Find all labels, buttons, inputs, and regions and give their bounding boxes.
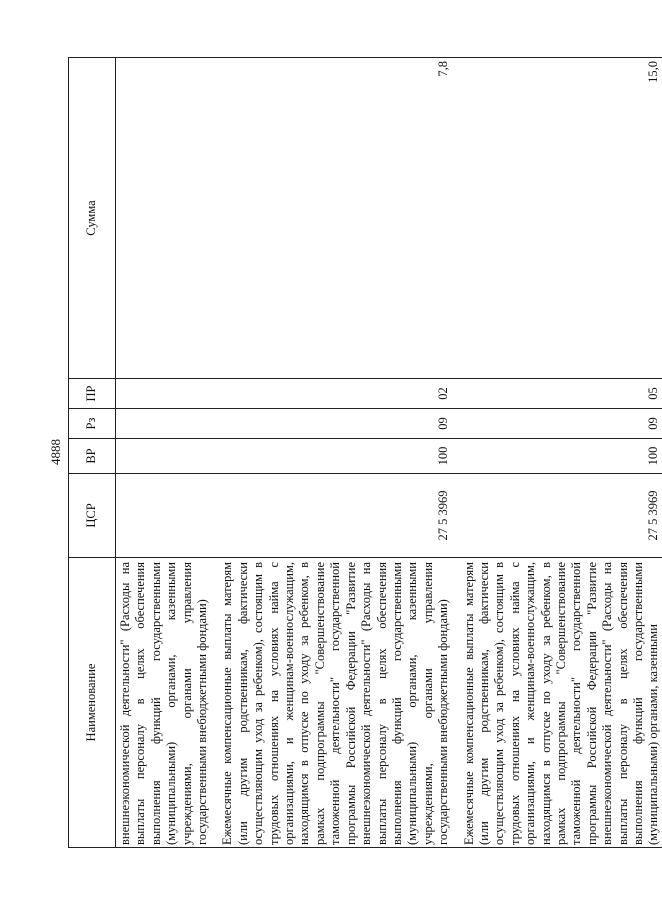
table-header-row [69,58,116,848]
budget-table [68,57,662,848]
row-name: Ежемесячные компенсационные выплаты матерям (или другим родственникам, фактически осуществляющим уход за ребенком), состоящим в трудовых отношениях на условиях найма с организациями, и женщинам-военнослужащим, находящимся в отпуске по уходу за ребенком, в рамках подпрограммы "Совершенствование таможенной деятельности" государственной программы Российской Федерации "Развитие внешнеэкономической деятельности" (Расходы на выплаты персоналу в целях обеспечения выполнения функций государственными (муниципальными) органами, казенными учреждениями, органами управления государственными внебюджетными фондами) [210,558,451,848]
table-row [116,58,211,848]
row-rz [116,409,211,439]
row-vr [116,439,211,474]
row-pr: 02 [210,379,451,409]
header-pr: ПР [69,379,116,409]
row-name: внешнеэкономической деятельности" (Расходы на выплаты персоналу в целях обеспечения выполнения функций государственными (муниципальными) органами, казенными учреждениями, органами управления государственными внебюджетными фондами) [116,558,211,848]
row-pr: 05 [452,379,662,409]
header-vr: ВР [69,439,116,474]
row-sum [116,58,211,379]
header-csr: ЦСР [69,474,116,558]
row-csr: 27 5 3969 [452,474,662,558]
row-csr [116,474,211,558]
header-sum: Сумма [69,58,116,379]
page-number: 4888 [48,439,63,465]
row-rz: 09 [452,409,662,439]
row-name: Ежемесячные компенсационные выплаты матерям (или другим родственникам, фактически осуществляющим уход за ребенком), состоящим в трудовых отношениях на условиях найма с организациями, и женщинам-военнослужащим, находящимся в отпуске по уходу за ребенком, в рамках подпрограммы "Совершенствование таможенной деятельности" государственной программы Российской Федерации "Развитие внешнеэкономической деятельности" (Расходы на выплаты персоналу в целях обеспечения выполнения функций государственными (муниципальными) органами, казенными [452,558,662,848]
row-csr: 27 5 3969 [210,474,451,558]
table-row [210,58,451,848]
row-sum: 15,0 [452,58,662,379]
budget-table-sheet [68,58,661,848]
header-rz: Рз [69,409,116,439]
row-sum: 7,8 [210,58,451,379]
row-vr: 100 [452,439,662,474]
row-rz: 09 [210,409,451,439]
row-vr: 100 [210,439,451,474]
header-name: Наименование [69,558,116,848]
row-pr [116,379,211,409]
table-row [452,58,662,848]
